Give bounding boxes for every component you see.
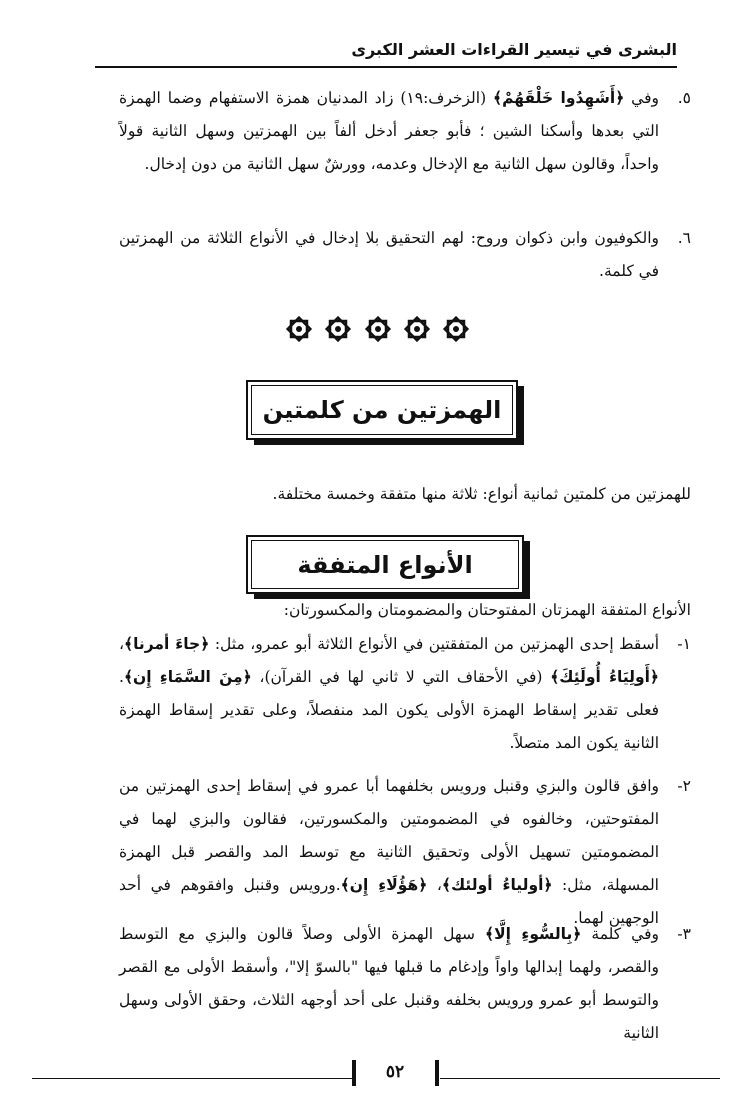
quran-quote: ﴿أولياءُ أولئك﴾ xyxy=(441,876,553,894)
item-number: ٥. xyxy=(677,89,691,107)
heading-shadow xyxy=(524,541,530,599)
item-number: ٣- xyxy=(677,925,691,943)
section-heading-box xyxy=(246,380,518,440)
list-item: ٥. وفي ﴿أَشَهِدُوا خَلْقَهُمْ﴾ (الزخرف:١٩) زاد المدنيان همزة الاستفهام وضما الهمزة التي بعدها وأسكنا الشين ؛ فأبو جعفر أدخل ألفاً بين الهمزتين وسهل الثانية قولاً واحداً، وقالون سهل الثانية مع الإدخال وعدمه، وورشٌ سهل الثانية من دون إدخال. xyxy=(119,82,659,181)
book-title: البشرى في تيسير القراءات العشر الكبرى xyxy=(351,40,677,59)
footer-rule xyxy=(32,1078,352,1079)
heading-shadow xyxy=(518,386,524,445)
list-item: ٢- وافق قالون والبزي وقنبل ورويس بخلفهما أبا عمرو في إسقاط إحدى الهمزتين من المفتوحتين، وخالفوه في المضمومتين والمكسورتين، فقالون والبزي لهما في المضمومتين تسهيل الأولى وتحقيق الثانية مع توسط المد والقصر قبل الهمزة المسهلة، مثل: ﴿أولياءُ أولئك﴾، ﴿هَؤُلَاءِ إِن﴾.ورويس وقنبل وافقوهم في أحد الوجهين لهما. xyxy=(119,770,659,935)
star-ornament-icon xyxy=(441,314,471,344)
list-item: ٦. والكوفيون وابن ذكوان وروح: لهم التحقيق بلا إدخال في الأنواع الثلاثة من الهمزتين في كلمة. xyxy=(119,222,659,288)
list-item: ١- أسقط إحدى الهمزتين من المتفقتين في الأنواع الثلاثة أبو عمرو، مثل: ﴿جاءَ أمرنا﴾، ﴿أَولِيَاءُ أُولَئِكَ﴾ (في الأحقاف التي لا ثاني لها في القرآن)، ﴿مِنَ السَّمَاءِ إِن﴾. فعلى تقدير إسقاط الهمزة الأولى يكون المد منفصلاً، وعلى تقدير إسقاط الهمزة الثانية يكون المد متصلاً. xyxy=(119,628,659,760)
star-ornament-icon xyxy=(323,314,353,344)
footer-bar xyxy=(352,1060,356,1086)
subsection-heading: الأنواع المتفقة xyxy=(251,540,519,589)
section-heading: الهمزتين من كلمتين xyxy=(251,385,513,435)
quran-quote: ﴿مِنَ السَّمَاءِ إِن﴾ xyxy=(123,668,252,686)
star-ornament-icon xyxy=(284,314,314,344)
quran-quote: ﴿بِالسُّوءِ إِلَّا﴾ xyxy=(485,925,582,943)
star-ornament-icon xyxy=(402,314,432,344)
types-intro-paragraph: الأنواع المتفقة الهمزتان المفتوحتان والمضمومتان والمكسورتان: xyxy=(283,601,691,619)
star-ornament-icon xyxy=(363,314,393,344)
item-number: ٢- xyxy=(677,777,691,795)
quran-quote: ﴿جاءَ أمرنا﴾ xyxy=(124,635,210,653)
footer-bar xyxy=(435,1060,439,1086)
quran-quote: ﴿أَولِيَاءُ أُولَئِكَ﴾ xyxy=(550,668,659,686)
list-item: ٣- وفي كلمة ﴿بِالسُّوءِ إِلَّا﴾ سهل الهمزة الأولى وصلاً قالون والبزي مع التوسط والقصر، ولهما إبدالها واواً وإدغام ما قبلها فيها "بالسوّ إلا"، وأسقط الأولى مع القصر والتوسط أبو عمرو ورويس بخلفه وقنبل على أحد أوجهه الثلاث، وحقق الأولى وسهل الثانية xyxy=(119,918,659,1050)
item-number: ١- xyxy=(677,635,691,653)
footer-rule xyxy=(440,1078,720,1079)
ornament-divider xyxy=(0,314,755,348)
item-number: ٦. xyxy=(677,229,691,247)
running-header xyxy=(95,38,677,68)
intro-paragraph: للهمزتين من كلمتين ثمانية أنواع: ثلاثة منها متفقة وخمسة مختلفة. xyxy=(272,485,691,503)
quran-quote: ﴿هَؤُلَاءِ إِن﴾ xyxy=(340,876,428,894)
quran-quote: ﴿أَشَهِدُوا خَلْقَهُمْ﴾ xyxy=(493,89,625,107)
subsection-heading-box xyxy=(246,535,524,594)
page-number: ٥٢ xyxy=(385,1062,405,1082)
